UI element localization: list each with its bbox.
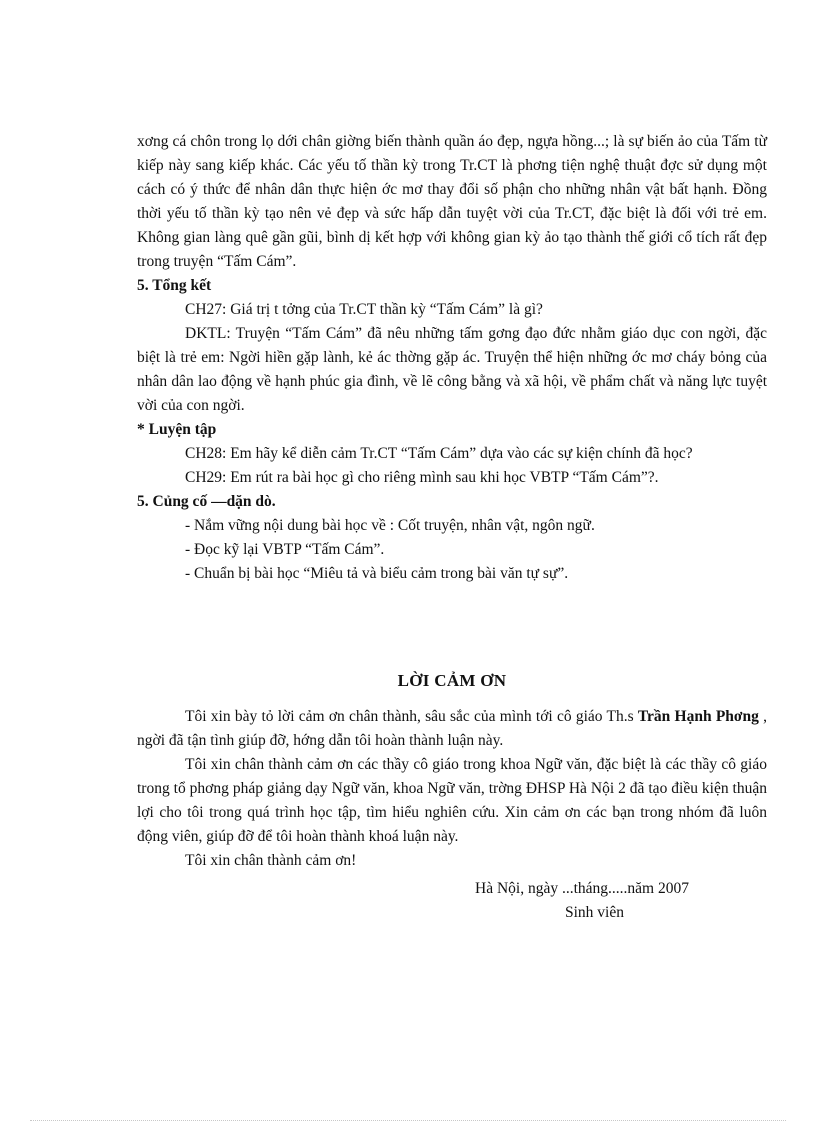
intro-paragraph: xơng cá chôn trong lọ dới chân giờng biến thành quần áo đẹp, ngựa hồng...; là sự biến ảo của Tấm từ kiếp này sang kiếp khác. Các yếu tố thần kỳ trong Tr.CT là phơng tiện nghệ thuật đợc sử dụng một cách có ý thức để nhân dân thực hiện ớc mơ thay đổi số phận cho những nhân vật bất hạnh. Đồng thời yếu tố thần kỳ tạo nên vẻ đẹp và sức hấp dẫn tuyệt vời của Tr.CT, đặc biệt là đối với trẻ em. Không gian làng quê gần gũi, bình dị kết hợp với không gian kỳ ảo tạo thành thế giới cổ tích rất đẹp trong truyện “Tấm Cám”. <box>137 133 767 270</box>
place-date: Hà Nội, ngày ...tháng.....năm 2007 <box>475 880 689 897</box>
page-bottom-divider <box>30 1120 786 1121</box>
summary-answer: DKTL: Truyện “Tấm Cám” đã nêu những tấm gơng đạo đức nhằm giáo dục con ngời, đặc biệt là trẻ em: Ngời hiền gặp lành, kẻ ác thờng gặp ác. Truyện thể hiện những ớc mơ cháy bỏng của nhân dân lao động về hạnh phúc gia đình, về lẽ công bằng và xã hội, về phẩm chất và năng lực tuyệt vời của con ngời. <box>137 325 767 414</box>
practice-heading: * Luyện tập <box>137 421 217 438</box>
acknowledgement-text: Tôi xin bày tỏ lời cảm ơn chân thành, sâu sắc của mình tới cô giáo Th.s <box>185 708 638 725</box>
homework-heading: 5. Củng cố —dặn dò. <box>137 493 276 510</box>
acknowledgement-paragraph-3: Tôi xin chân thành cảm ơn! <box>185 852 357 869</box>
acknowledgement-paragraph-1 <box>137 705 767 753</box>
supervisor-name: Trần Hạnh Phơng <box>637 708 759 725</box>
acknowledgement-paragraph-2: Tôi xin chân thành cảm ơn các thầy cô giáo trong khoa Ngữ văn, đặc biệt là các thầy cô giáo trong tổ phơng pháp giảng dạy Ngữ văn, khoa Ngữ văn, trờng ĐHSP Hà Nội 2 đã tạo điều kiện thuận lợi cho tôi trong quá trình học tập, tìm hiểu nghiên cứu. Xin cảm ơn các bạn trong nhóm đã luôn động viên, giúp đỡ để tôi hoàn thành khoá luận này. <box>137 756 767 845</box>
homework-item: - Đọc kỹ lại VBTP “Tấm Cám”. <box>185 541 385 558</box>
practice-question-1: CH28: Em hãy kể diễn cảm Tr.CT “Tấm Cám” dựa vào các sự kiện chính đã học? <box>185 445 693 462</box>
acknowledgement-text: , ngời đã tận tình giúp đỡ, hớng dẫn tôi hoàn thành luận này. <box>137 708 767 749</box>
signer-label: Sinh viên <box>565 904 624 921</box>
summary-heading: 5. Tổng kết <box>137 277 212 294</box>
summary-question: CH27: Giá trị t tởng của Tr.CT thần kỳ “Tấm Cám” là gì? <box>185 301 543 318</box>
page-content <box>137 130 767 925</box>
acknowledgement-title: LỜI CẢM ƠN <box>397 671 507 690</box>
practice-question-2: CH29: Em rút ra bài học gì cho riêng mình sau khi học VBTP “Tấm Cám”?. <box>185 469 659 486</box>
homework-item: - Nắm vững nội dung bài học về : Cốt truyện, nhân vật, ngôn ngữ. <box>185 517 595 534</box>
homework-item: - Chuẩn bị bài học “Miêu tả và biểu cảm trong bài văn tự sự”. <box>185 565 569 582</box>
